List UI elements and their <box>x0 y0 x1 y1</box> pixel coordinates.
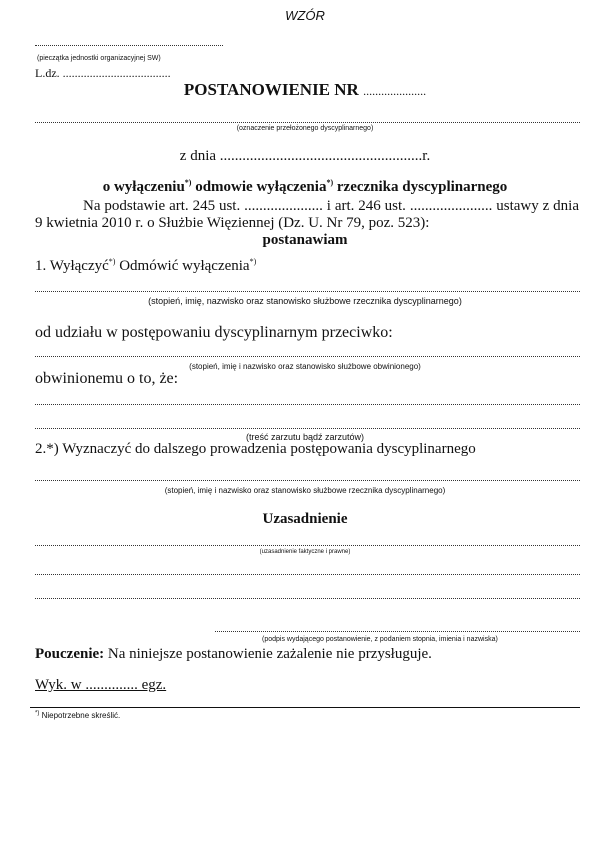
template-label: WZÓR <box>285 8 325 23</box>
superior-caption: (oznaczenie przełożonego dyscyplinarnego) <box>236 125 374 132</box>
item1-part2: Odmówić wyłączenia <box>115 258 250 274</box>
superior-dotted-line <box>35 122 580 123</box>
uzasadnienie-caption: (uzasadnienie faktyczne i prawne) <box>259 549 351 555</box>
document-title <box>0 80 610 100</box>
participation-line: od udziału w postępowaniu dyscyplinarnym przeciwko: <box>35 324 393 341</box>
subject-part1: o wyłączeniu <box>102 179 185 195</box>
footnote-sup: *) <box>35 710 40 717</box>
zarzut-caption: (treść zarzutu bądź zarzutów) <box>245 432 365 442</box>
subject-sup1: *) <box>184 178 192 187</box>
footnote-text: Niepotrzebne skreślić. <box>39 711 121 720</box>
signature-dotted-line <box>215 631 580 632</box>
obwinionemu-line: obwinionemu o to, że: <box>35 370 179 387</box>
signature-caption: (podpis wydającego postanowienie, z podaniem stopnia, imienia i nazwiska) <box>262 636 498 643</box>
pouczenie-label: Pouczenie: <box>35 646 105 662</box>
uzasadnienie-dotted-line-3 <box>35 598 580 599</box>
date-line: z dnia ......................................................r. <box>179 148 431 164</box>
item1-dotted-line <box>35 291 580 292</box>
item1-sup2: *) <box>249 257 257 266</box>
charge-dotted-line-1 <box>35 404 580 405</box>
item1-part1: 1. Wyłączyć <box>35 258 109 274</box>
item2-text: Wyznaczyć do dalszego prowadzenia postępowania dyscyplinarnego <box>58 441 476 457</box>
item1-sup1: *) <box>108 257 116 266</box>
item2-line <box>35 441 476 458</box>
postanawiam: postanawiam <box>262 232 348 248</box>
subject-line <box>0 179 610 196</box>
obwiniony-caption: (stopień, imię i nazwisko oraz stanowisko służbowe obwinionego) <box>189 362 421 371</box>
obwiniony-dotted-line <box>35 356 580 357</box>
title-number-dots: ..................... <box>363 84 427 98</box>
subject-part2: odmowie wyłączenia <box>191 179 327 195</box>
uzasadnienie-dotted-line-2 <box>35 574 580 575</box>
subject-part3: rzecznika dyscyplinarnego <box>333 179 508 195</box>
stamp-dotted-line <box>35 45 223 46</box>
footnote <box>35 711 120 720</box>
rzecznik-caption: (stopień, imię, nazwisko oraz stanowisko służbowe rzecznika dyscyplinarnego) <box>148 296 462 306</box>
stamp-caption: (pieczątka jednostki organizacyjnej SW) <box>37 55 161 62</box>
wyk-line: Wyk. w .............. egz. <box>35 677 167 693</box>
pouczenie-line <box>35 646 432 663</box>
pouczenie-text: Na niniejsze postanowienie zażalenie nie przysługuje. <box>104 646 432 662</box>
item1-line <box>35 258 256 275</box>
item2-num: 2.*) <box>35 441 59 457</box>
title-text: POSTANOWIENIE NR <box>183 80 359 99</box>
legal-basis-line2: 9 kwietnia 2010 r. o Służbie Więziennej (Dz. U. Nr 79, poz. 523): <box>35 215 430 231</box>
footnote-rule <box>30 707 580 708</box>
charge-dotted-line-2 <box>35 428 580 429</box>
legal-basis-line1: Na podstawie art. 245 ust. ..................... i art. 246 ust. ...................... ustawy z dnia <box>83 198 579 214</box>
item2-dotted-line <box>35 480 580 481</box>
rzecznik2-caption: (stopień, imię i nazwisko oraz stanowisko służbowe rzecznika dyscyplinarnego) <box>164 486 446 495</box>
subject-sup2: *) <box>326 178 334 187</box>
ldz-line: L.dz. .................................... <box>35 66 171 80</box>
uzasadnienie-dotted-line-1 <box>35 545 580 546</box>
uzasadnienie-heading: Uzasadnienie <box>262 511 348 527</box>
